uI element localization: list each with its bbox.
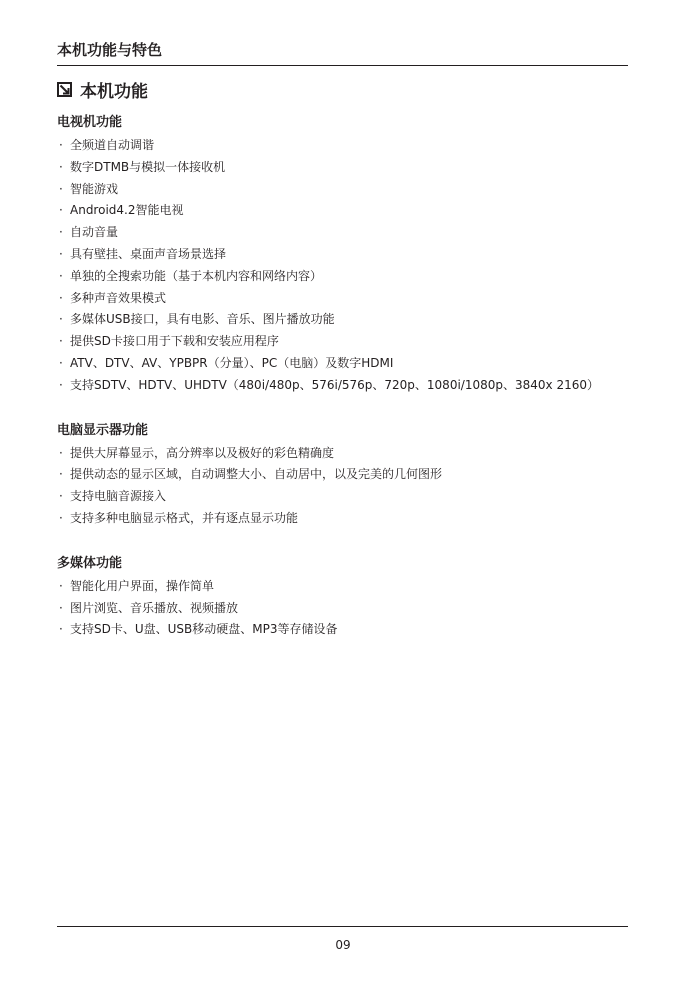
group-title: 多媒体功能 (57, 555, 123, 571)
checkbox-x-icon (57, 82, 72, 97)
feature-group-pc-monitor (57, 421, 628, 530)
header-divider (57, 65, 628, 66)
list-item: · 支持多种电脑显示格式，并有逐点显示功能 (57, 508, 628, 530)
list-item: · 数字DTMB与模拟一体接收机 (57, 157, 628, 179)
list-item: · 支持SDTV、HDTV、UHDTV（480i/480p、576i/576p、720p、1080i/1080p、3840x 2160） (57, 375, 628, 397)
page-header-title: 本机功能与特色 (57, 41, 163, 59)
list-item: · ATV、DTV、AV、YPBPR（分量）、PC（电脑）及数字HDMI (57, 353, 628, 375)
list-item: · 自动音量 (57, 222, 628, 244)
list-item: · 智能化用户界面，操作简单 (57, 576, 628, 598)
page-number: 09 (335, 938, 351, 952)
feature-items (57, 443, 628, 530)
group-title: 电视机功能 (57, 115, 123, 130)
list-item: · 全频道自动调谐 (57, 135, 628, 157)
feature-group-multimedia (57, 554, 628, 641)
list-item: · 提供大屏幕显示，高分辨率以及极好的彩色精确度 (57, 443, 628, 465)
list-item: · Android4.2智能电视 (57, 200, 628, 222)
feature-items (57, 135, 628, 397)
list-item: · 提供SD卡接口用于下载和安装应用程序 (57, 331, 628, 353)
feature-group-tv (57, 113, 628, 397)
list-item: · 多种声音效果模式 (57, 288, 628, 310)
group-title: 电脑显示器功能 (57, 422, 149, 438)
list-item: · 图片浏览、音乐播放、视频播放 (57, 598, 628, 620)
section-title-label: 本机功能 (80, 81, 148, 102)
section-title (57, 77, 148, 101)
list-item: · 多媒体USB接口，具有电影、音乐、图片播放功能 (57, 309, 628, 331)
list-item: · 具有壁挂、桌面声音场景选择 (57, 244, 628, 266)
footer-divider (57, 926, 628, 927)
list-item: · 智能游戏 (57, 179, 628, 201)
list-item: · 支持电脑音源接入 (57, 486, 628, 508)
list-item: · 提供动态的显示区域，自动调整大小、自动居中，以及完美的几何图形 (57, 464, 628, 486)
list-item: · 单独的全搜索功能（基于本机内容和网络内容） (57, 266, 628, 288)
feature-list (57, 113, 628, 665)
feature-items (57, 576, 628, 641)
list-item: · 支持SD卡、U盘、USB移动硬盘、MP3等存储设备 (57, 619, 628, 641)
